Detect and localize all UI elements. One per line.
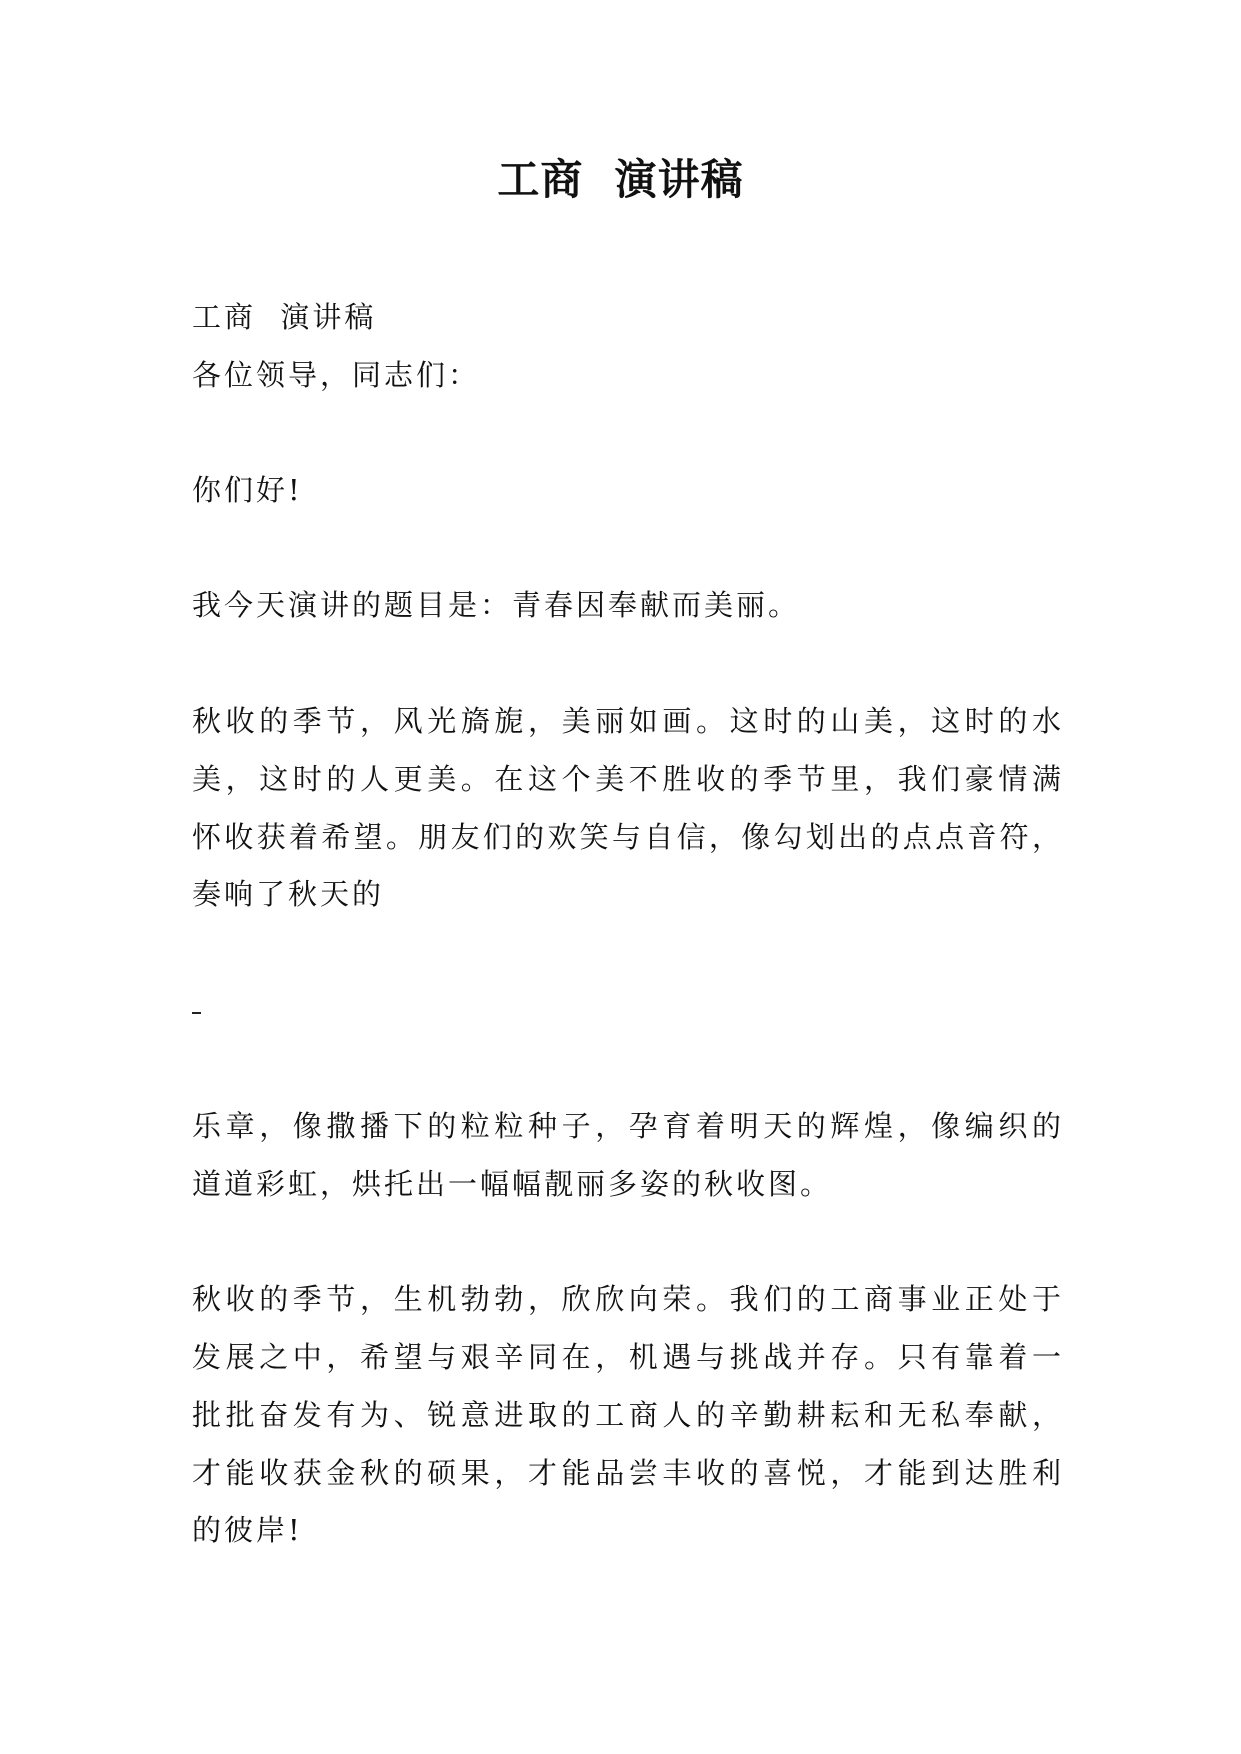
paragraph-3-line: 发展之中，希望与艰辛同在，机遇与挑战并存。只有靠着一 [192,1340,1062,1374]
paragraph-2-line: 道道彩虹，烘托出一幅幅靓丽多姿的秋收图。 [192,1167,833,1201]
speech-topic: 我今天演讲的题目是：青春因奉献而美丽。 [192,588,801,622]
paragraph-1-line: 怀收获着希望。朋友们的欢笑与自信，像勾划出的点点音符， [192,820,1062,854]
paragraph-3-line: 的彼岸! [192,1513,303,1547]
paragraph-1-line: 秋收的季节，风光旖旎，美丽如画。这时的山美，这时的水 [192,704,1062,738]
page-break-marker [192,1012,201,1014]
paragraph-1-line: 奏响了秋天的 [192,877,385,911]
document-subtitle: 工商 演讲稿 [192,300,377,334]
paragraph-2-line: 乐章，像撒播下的粒粒种子，孕育着明天的辉煌，像编织的 [192,1109,1062,1143]
paragraph-3-line: 才能收获金秋的硕果，才能品尝丰收的喜悦，才能到达胜利 [192,1456,1062,1490]
paragraph-1-line: 美，这时的人更美。在这个美不胜收的季节里，我们豪情满 [192,762,1062,796]
paragraph-3-line: 秋收的季节，生机勃勃，欣欣向荣。我们的工商事业正处于 [192,1282,1062,1316]
greeting: 你们好! [192,473,303,507]
salutation: 各位领导，同志们： [192,358,481,392]
paragraph-3-line: 批批奋发有为、锐意进取的工商人的辛勤耕耘和无私奉献， [192,1398,1062,1432]
document-title: 工商 演讲稿 [497,155,744,204]
